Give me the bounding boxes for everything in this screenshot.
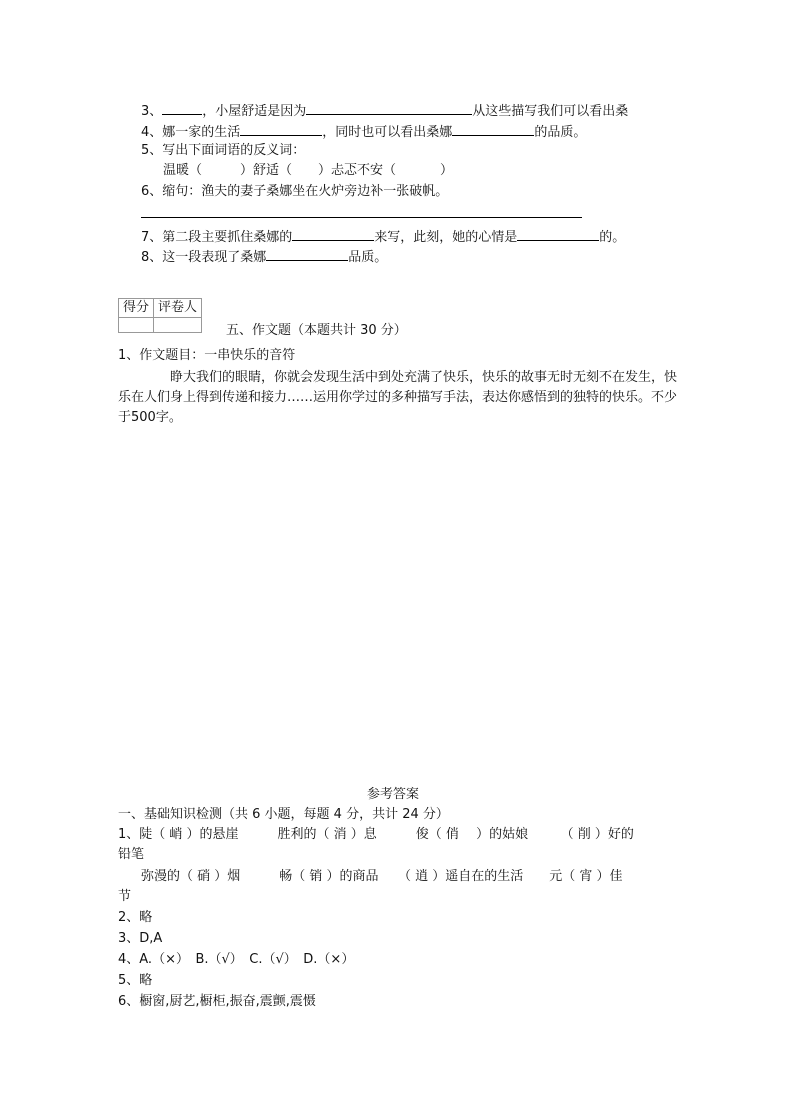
score-label: 得分 — [119, 299, 154, 318]
essay-item: 1、作文题目：一串快乐的音符 — [118, 348, 296, 363]
q5-word-1: 温暖（ — [163, 163, 203, 178]
q4-text-c: 的品质。 — [534, 125, 587, 140]
q3-number: 3、 — [141, 104, 163, 119]
q4-text-a: 娜一家的生活 — [162, 125, 241, 140]
q5-word-3: ）忐忑不安（ — [318, 163, 397, 178]
q4-blank-1[interactable] — [240, 121, 322, 136]
answer-1-line-1: 1、陡（ 峭 ）的悬崖 胜利的（ 消 ）息 俊（ 俏 ）的姑娘 （ 削 ）好的 — [118, 827, 634, 842]
essay-prompt — [118, 368, 678, 428]
question-5-title: 5、写出下面词语的反义词： — [141, 143, 306, 158]
q4-blank-2[interactable] — [452, 121, 534, 136]
q7-blank-1[interactable] — [292, 226, 374, 241]
answers-heading: 参考答案 — [367, 787, 420, 802]
grader-cell[interactable] — [154, 318, 202, 333]
answer-2: 2、略 — [118, 910, 153, 925]
q3-blank-2[interactable] — [306, 100, 472, 115]
essay-prompt-text: 睁大我们的眼睛，你就会发现生活中到处充满了快乐，快乐的故事无时无刻不在发生，快乐在人们身上得到传递和接力……运用你学过的多种描写手法，表达你感悟到的独特的快乐。不少于500字。 — [118, 370, 678, 425]
q7-blank-2[interactable] — [517, 226, 599, 241]
answer-1-line-2: 铅笔 — [118, 847, 145, 862]
q4-text-b: ，同时也可以看出桑娜 — [322, 125, 453, 140]
question-5-words — [163, 162, 453, 180]
q4-number: 4、 — [141, 125, 163, 140]
question-7 — [141, 226, 625, 247]
answer-5: 5、略 — [118, 973, 153, 988]
question-4 — [141, 121, 586, 142]
score-cell[interactable] — [119, 318, 154, 333]
score-box — [118, 298, 202, 333]
question-3 — [141, 100, 628, 121]
answer-6: 6、橱窗,厨艺,橱柜,振奋,震颤,震慑 — [118, 994, 316, 1009]
q8-text-b: 品质。 — [348, 250, 388, 265]
q5-word-close: ） — [440, 163, 454, 178]
q7-text-a: 7、第二段主要抓住桑娜的 — [141, 230, 293, 245]
answers-section-1: 一、基础知识检测（共 6 小题，每题 4 分，共计 24 分） — [118, 807, 449, 822]
question-8 — [141, 246, 387, 267]
q7-text-c: 的。 — [599, 230, 626, 245]
grader-label: 评卷人 — [154, 299, 202, 318]
q7-text-b: 来写，此刻，她的心情是 — [374, 230, 518, 245]
q6-answer-line[interactable] — [141, 217, 582, 218]
q8-text-a: 8、这一段表现了桑娜 — [141, 250, 267, 265]
q3-text-tail: 从这些描写我们可以看出桑 — [472, 104, 629, 119]
q3-text-mid: ，小屋舒适是因为 — [202, 104, 307, 119]
q3-blank-1[interactable] — [162, 100, 202, 115]
section-5-title: 五、作文题（本题共计 30 分） — [226, 323, 407, 338]
q5-word-2: ）舒适（ — [240, 163, 293, 178]
answer-1-line-4: 节 — [118, 889, 132, 904]
answer-3: 3、D,A — [118, 931, 163, 946]
question-6: 6、缩句：渔夫的妻子桑娜坐在火炉旁边补一张破帆。 — [141, 184, 449, 199]
answer-1-line-3: 弥漫的（ 硝 ）烟 畅（ 销 ）的商品 （ 逍 ）遥自在的生活 元（ 宵 ）佳 — [141, 869, 623, 884]
answer-4: 4、A.（×） B.（√） C.（√） D.（×） — [118, 952, 355, 967]
q8-blank-1[interactable] — [266, 246, 348, 261]
